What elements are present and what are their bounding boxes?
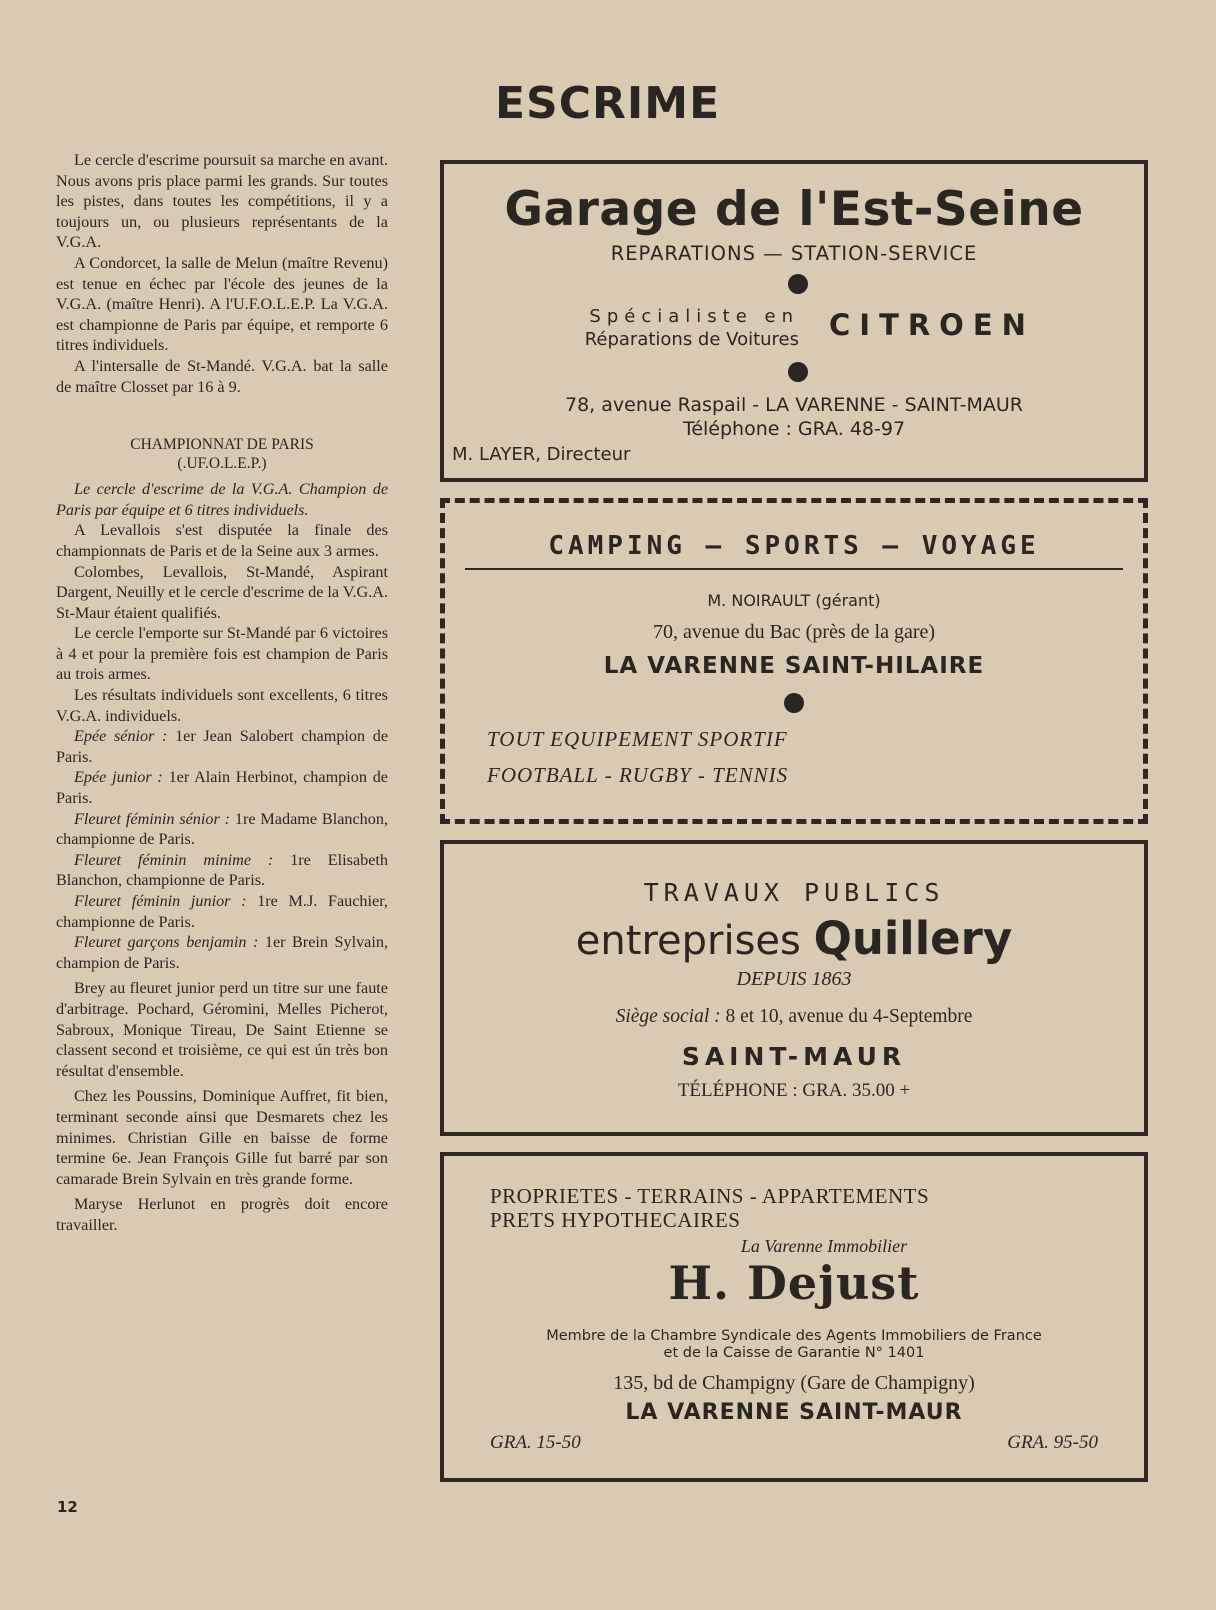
bullet-icon: [784, 693, 804, 713]
article-paragraph: A Levallois s'est disputée la finale des championnats de Paris et de la Seine aux 3 armes.: [56, 521, 388, 560]
ad-dejust: [440, 1152, 1148, 1482]
section-title: CHAMPIONNAT DE PARIS: [130, 436, 314, 454]
quillery-heading: TRAVAUX PUBLICS: [643, 878, 945, 907]
article-paragraph: A l'intersalle de St-Mandé. V.G.A. bat la salle de maître Closset par 16 à 9.: [56, 356, 388, 396]
quillery-name-main: Quillery: [813, 912, 1013, 965]
dejust-town: LA VARENNE SAINT-MAUR: [625, 1400, 963, 1425]
garage-address: 78, avenue Raspail - LA VARENNE - SAINT-MAUR: [564, 394, 1024, 416]
result-category: Epée sénior :: [74, 727, 168, 746]
result-category: Fleuret garçons benjamin :: [74, 933, 259, 952]
quillery-siege-label: Siège social :: [615, 1006, 721, 1027]
result-entry: [56, 850, 388, 891]
garage-specialist-line1: Spécialiste en: [589, 306, 799, 327]
quillery-since: DEPUIS 1863: [736, 968, 852, 990]
ad-camping: [440, 498, 1148, 824]
article-paragraph: Chez les Poussins, Dominique Auffret, fit bien, terminant seconde ainsi que Desmarets chez les minimes. Christian Gille en baisse de forme termine 6e. Jean François Gille fut barré par son camarade Brein Sylvain en très grande forme.: [56, 1087, 388, 1188]
article-column: [56, 150, 388, 1236]
dejust-phone2: GRA. 95-50: [1007, 1432, 1098, 1453]
camping-line1: TOUT EQUIPEMENT SPORTIF: [487, 727, 788, 751]
result-entry: [56, 932, 388, 973]
page-number: 12: [57, 1498, 78, 1516]
article-paragraph: Colombes, Levallois, St-Mandé, Aspirant Dargent, Neuilly et le cercle d'escrime de la V.G.A. St-Maur étaient qualifiés.: [56, 562, 388, 622]
article-paragraph: A Condorcet, la salle de Melun (maître Revenu) est tenue en échec par l'école des jeunes de la V.G.A. (maître Henri). A l'U.F.O.L.E.P. La V.G.A. est championne de Paris par équipe, et remporte 6 titres individuels.: [56, 253, 388, 355]
result-text: 1er Jean Salobert champion de Paris.: [56, 727, 388, 766]
page-title: ESCRIME: [495, 78, 721, 129]
garage-subtitle: REPARATIONS — STATION-SERVICE: [610, 242, 978, 265]
dejust-member-line1: Membre de la Chambre Syndicale des Agents Immobiliers de France: [546, 1328, 1042, 1344]
result-entry: [56, 891, 388, 932]
result-category: Epée junior :: [74, 768, 163, 787]
quillery-phone: TÉLÉPHONE : GRA. 35.00 +: [677, 1080, 911, 1101]
garage-phone: Téléphone : GRA. 48-97: [682, 418, 906, 440]
dejust-name: H. Dejust: [668, 1256, 920, 1310]
article-lead: Le cercle d'escrime de la V.G.A. Champion de Paris par équipe et 6 titres individuels.: [56, 480, 388, 519]
garage-specialist-line2: Réparations de Voitures: [584, 329, 799, 350]
ad-garage: [440, 160, 1148, 482]
result-text: 1er Alain Herbinot, champion de Paris.: [56, 768, 388, 808]
camping-manager: M. NOIRAULT (gérant): [707, 591, 881, 610]
result-category: Fleuret féminin sénior :: [74, 809, 231, 828]
result-entry: [56, 767, 388, 808]
result-category: Fleuret féminin junior :: [74, 892, 247, 910]
garage-director: M. LAYER, Directeur: [452, 444, 631, 465]
article-paragraph: Le cercle d'escrime poursuit sa marche en avant. Nous avons pris place parmi les grands. Sur toutes les pistes, dans toutes les compétitions, il y a toujours un, ou plusieurs représentants de la V.G.A.: [56, 151, 388, 252]
bullet-icon: [788, 362, 808, 382]
result-text: 1re Madame Blanchon, championne de Paris.: [56, 809, 388, 849]
garage-brand: CITROEN: [829, 308, 1035, 342]
camping-address: 70, avenue du Bac (près de la gare): [652, 621, 936, 643]
result-text: 1re Elisabeth Blanchon, championne de Paris.: [56, 850, 388, 890]
article-paragraph: Brey au fleuret junior perd un titre sur une faute d'arbitrage. Pochard, Géromini, Melles Picherot, Sabroux, Monique Tireau, De Saint Etienne se classent second et troisième, ce qui est ún très bon résultat d'ensemble.: [56, 979, 388, 1080]
quillery-siege: [444, 1006, 1144, 1028]
result-category: Fleuret féminin minime :: [74, 850, 274, 869]
quillery-name-prefix: entreprises: [575, 918, 801, 964]
dejust-member-line2: et de la Caisse de Garantie N° 1401: [663, 1345, 925, 1361]
divider: [465, 568, 1123, 570]
result-entry: [56, 809, 388, 850]
camping-line2: FOOTBALL - RUGBY - TENNIS: [487, 763, 789, 787]
dejust-line2: PRETS HYPOTHECAIRES: [490, 1208, 741, 1232]
quillery-town: SAINT-MAUR: [681, 1042, 907, 1071]
camping-town: LA VARENNE SAINT-HILAIRE: [603, 653, 985, 679]
garage-name: Garage de l'Est-Seine: [504, 182, 1084, 237]
ad-quillery: [440, 840, 1148, 1136]
dejust-phone1: GRA. 15-50: [490, 1432, 581, 1453]
bullet-icon: [788, 274, 808, 294]
quillery-name: [444, 912, 1144, 965]
dejust-address: 135, bd de Champigny (Gare de Champigny): [613, 1372, 975, 1394]
result-text: 1re M.J. Fauchier, championne de Paris.: [56, 892, 388, 931]
section-subtitle: (.UF.O.L.E.P.): [177, 455, 267, 473]
camping-heading: CAMPING — SPORTS — VOYAGE: [548, 531, 1040, 561]
article-paragraph: Maryse Herlunot en progrès doit encore travailler.: [56, 1195, 388, 1234]
article-paragraph: Le cercle l'emporte sur St-Mandé par 6 victoires à 4 et pour la première fois est champion de Paris au trois armes.: [56, 624, 388, 684]
result-text: 1er Brein Sylvain, champion de Paris.: [56, 933, 388, 972]
article-paragraph: Les résultats individuels sont excellents, 6 titres V.G.A. individuels.: [56, 686, 388, 725]
dejust-line1: PROPRIETES - TERRAINS - APPARTEMENTS: [490, 1184, 930, 1208]
result-entry: [56, 726, 388, 767]
quillery-siege-address: 8 et 10, avenue du 4-Septembre: [725, 1006, 973, 1027]
dejust-tagline: La Varenne Immobilier: [740, 1236, 908, 1256]
